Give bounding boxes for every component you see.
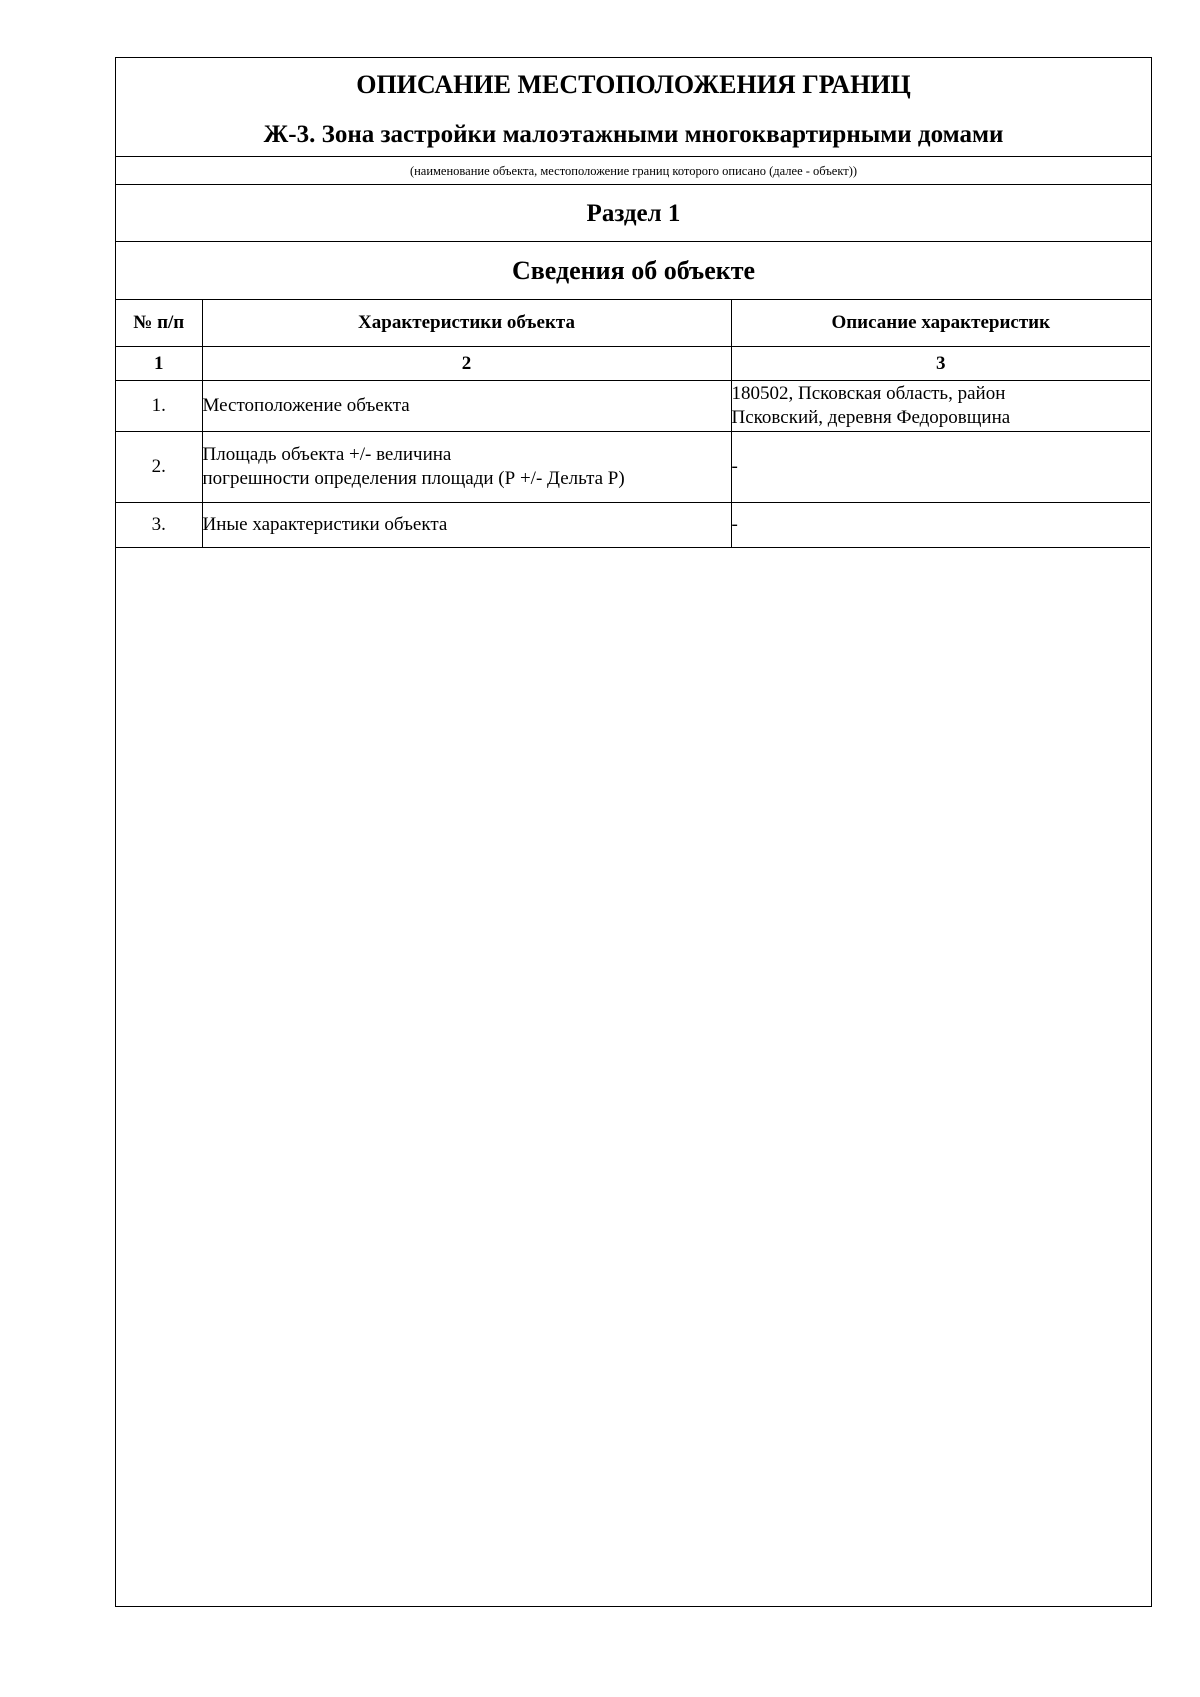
object-info-heading: Сведения об объекте (116, 242, 1151, 300)
column-index-row (116, 347, 1150, 381)
header-description: Описание характеристик (731, 300, 1150, 347)
object-caption: (наименование объекта, местоположение границ которого описано (далее - объект)) (116, 157, 1151, 185)
row-description (731, 503, 1150, 548)
column-index-1: 1 (116, 347, 202, 381)
document-frame (115, 57, 1152, 1607)
table-row (116, 503, 1150, 548)
column-index-2: 2 (202, 347, 731, 381)
row-description (731, 381, 1150, 432)
table-row (116, 381, 1150, 432)
characteristic-line: Иные характеристики объекта (202, 514, 448, 536)
table-header-row (116, 300, 1150, 347)
characteristic-line: Местоположение объекта (202, 395, 410, 417)
table-row (116, 432, 1150, 503)
description-line: - (731, 514, 738, 536)
description-line: Псковский, деревня Федоровщина (731, 407, 1011, 428)
row-number: 1. (116, 381, 202, 432)
characteristic-line: Площадь объекта +/- величина (202, 444, 452, 466)
row-characteristic (202, 381, 731, 432)
document-subtitle: Ж-3. Зона застройки малоэтажными многоквартирными домами (263, 121, 1004, 148)
header-number: № п/п (116, 300, 202, 347)
row-characteristic (202, 503, 731, 548)
description-line: - (731, 456, 738, 478)
title-block (116, 58, 1151, 157)
header-characteristics: Характеристики объекта (202, 300, 731, 347)
description-line: 180502, Псковская область, район (731, 383, 1006, 405)
row-characteristic (202, 432, 731, 503)
row-number: 3. (116, 503, 202, 548)
section-heading: Раздел 1 (116, 185, 1151, 242)
characteristic-line: погрешности определения площади (Р +/- Дельта Р) (202, 468, 625, 489)
document-title: ОПИСАНИЕ МЕСТОПОЛОЖЕНИЯ ГРАНИЦ (356, 70, 911, 99)
row-number: 2. (116, 432, 202, 503)
row-description (731, 432, 1150, 503)
column-index-3: 3 (731, 347, 1150, 381)
object-characteristics-table (116, 300, 1150, 548)
